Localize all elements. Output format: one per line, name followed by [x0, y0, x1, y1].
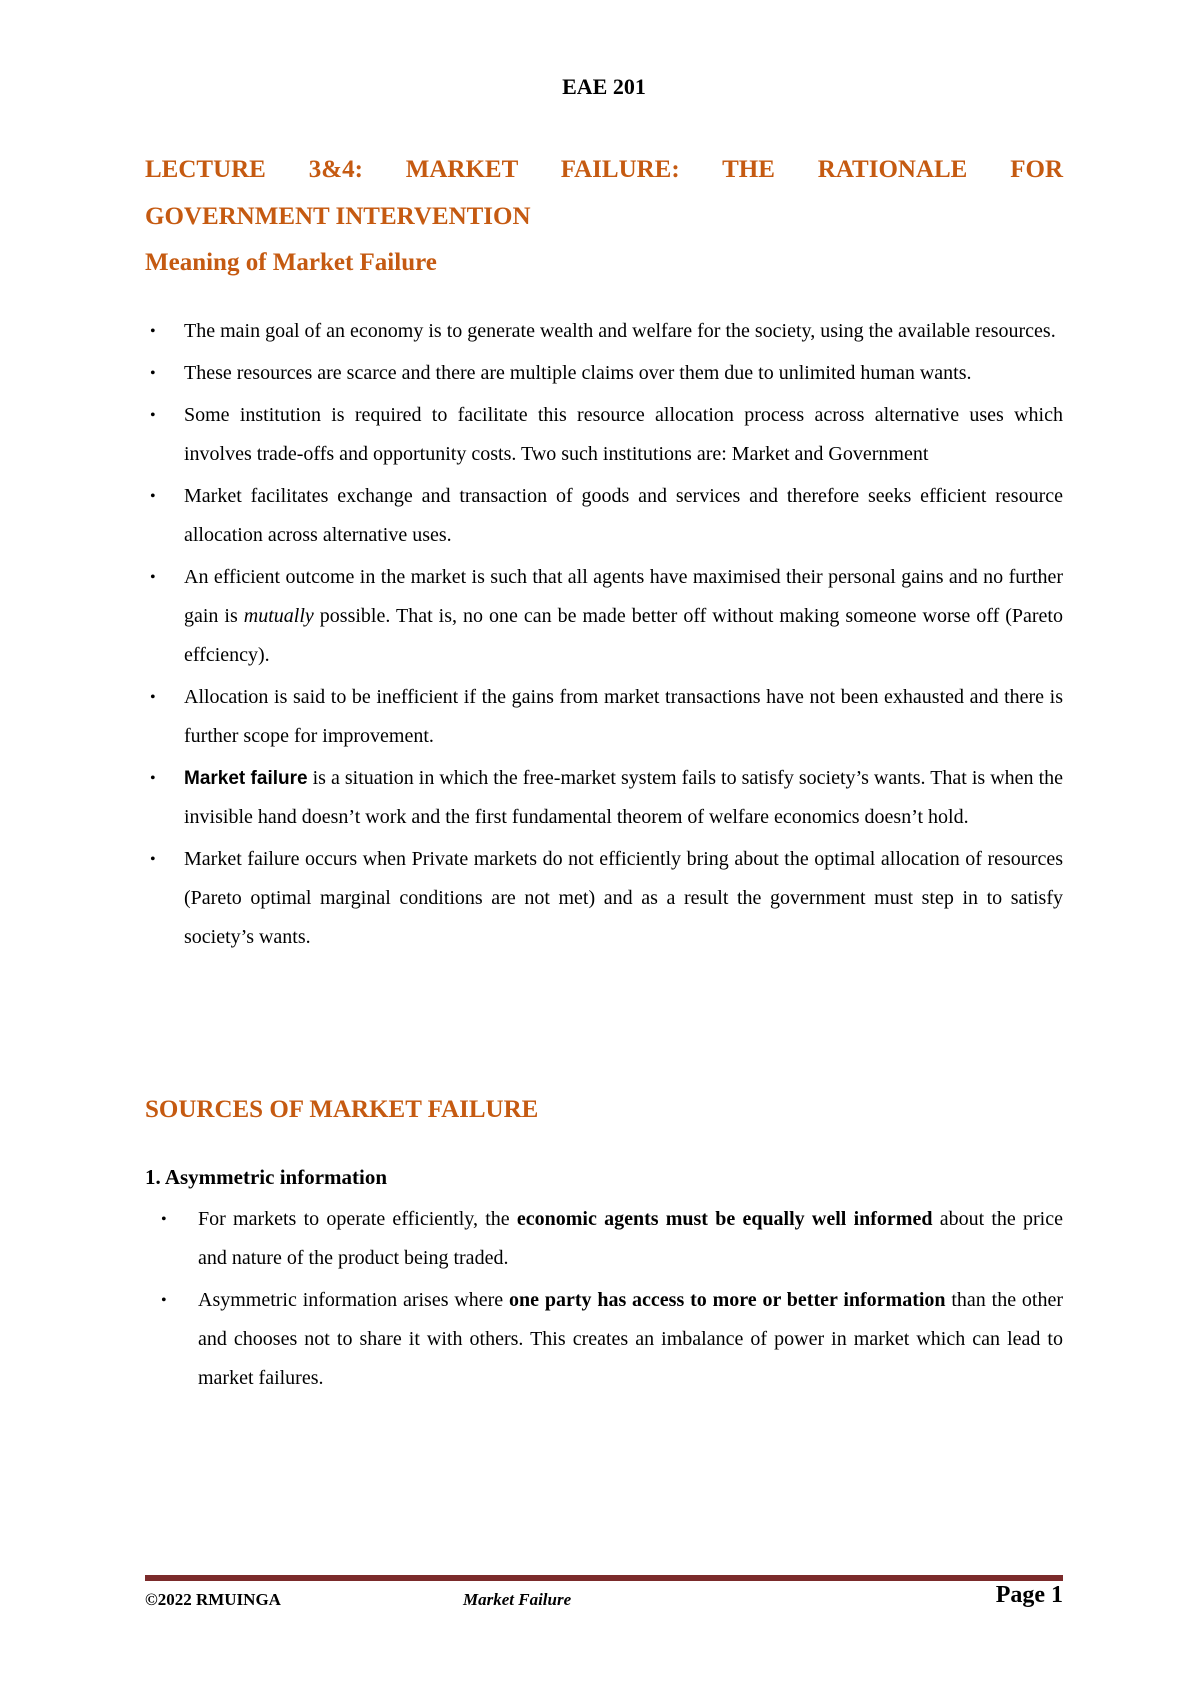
- bullet-icon: •: [150, 323, 156, 340]
- list-item: [145, 396, 1063, 474]
- bullet-icon: •: [150, 488, 156, 505]
- meaning-heading: Meaning of Market Failure: [145, 249, 437, 276]
- bullet-icon: •: [150, 407, 156, 424]
- bullet-icon: •: [150, 770, 156, 787]
- page-number: Page 1: [995, 1582, 1063, 1608]
- list-item: [145, 312, 1063, 351]
- footer-document-title: Market Failure: [463, 1590, 572, 1609]
- footer-copyright: ©2022 RMUINGA: [145, 1590, 281, 1609]
- footer-rule: [145, 1575, 1063, 1581]
- bullet-text: The main goal of an economy is to generate wealth and welfare for the society, using the available resources.: [184, 320, 1056, 342]
- asymmetric-info-bullet-list: [145, 1200, 1063, 1401]
- bullet-text: Allocation is said to be inefficient if the gains from market transactions have not been exhausted and there is further scope for improvement.: [184, 686, 1063, 747]
- bullet-icon: •: [161, 1211, 167, 1228]
- bullet-icon: •: [150, 689, 156, 706]
- sources-heading: SOURCES OF MARKET FAILURE: [145, 1096, 539, 1123]
- bullet-text: These resources are scarce and there are multiple claims over them due to unlimited human wants.: [184, 362, 972, 384]
- bullet-icon: •: [150, 365, 156, 382]
- list-item: [145, 558, 1063, 675]
- bullet-text-after: than the other and chooses not to share it with others. This creates an imbalance of power in market which can lead to market failures.: [198, 1289, 1063, 1389]
- list-item: [145, 678, 1063, 756]
- meaning-bullet-list: [145, 312, 1063, 960]
- bullet-text-bold: economic agents must be equally well informed: [516, 1208, 933, 1230]
- bullet-text-after: about the price and nature of the product being traded.: [198, 1208, 1063, 1269]
- bullet-text-before: For markets to operate efficiently, the: [198, 1208, 517, 1230]
- bullet-text-bold: Market failure: [184, 768, 308, 789]
- list-item: [145, 1200, 1063, 1278]
- bullet-text-italic: mutually: [243, 605, 314, 627]
- bullet-icon: •: [150, 851, 156, 868]
- list-item: [145, 759, 1063, 837]
- list-item: [145, 354, 1063, 393]
- list-item: [145, 477, 1063, 555]
- list-item: [145, 1281, 1063, 1398]
- lecture-title-line-1: LECTURE 3&4: MARKET FAILURE: THE RATIONALE FOR: [145, 156, 1063, 183]
- bullet-text-before: Asymmetric information arises where: [198, 1289, 509, 1311]
- bullet-text: Market failure occurs when Private markets do not efficiently bring about the optimal allocation of resources (Pareto optimal marginal conditions are not met) and as a result the government must step in to satisfy society’s wants.: [184, 848, 1063, 948]
- bullet-text-after: possible. That is, no one can be made better off without making someone worse off (Pareto effciency).: [184, 605, 1063, 666]
- asymmetric-info-subheading: 1. Asymmetric information: [145, 1165, 388, 1189]
- lecture-title-line-2: GOVERNMENT INTERVENTION: [145, 203, 531, 230]
- bullet-icon: •: [161, 1292, 167, 1309]
- bullet-text-before: An efficient outcome in the market is such that all agents have maximised their personal gains and no further gain is: [184, 566, 1063, 627]
- bullet-text: Market facilitates exchange and transaction of goods and services and therefore seeks efficient resource allocation across alternative uses.: [184, 485, 1063, 546]
- bullet-text: Some institution is required to facilitate this resource allocation process across alternative uses which involves trade-offs and opportunity costs. Two such institutions are: Market and Government: [184, 404, 1063, 465]
- bullet-text-bold: one party has access to more or better information: [509, 1289, 946, 1311]
- list-item: [145, 840, 1063, 957]
- bullet-text-after: is a situation in which the free-market system fails to satisfy society’s wants. That is when the invisible hand doesn’t work and the first fundamental theorem of welfare economics doesn’t hold.: [184, 767, 1064, 828]
- bullet-icon: •: [150, 569, 156, 586]
- lecture-title: [145, 146, 1063, 240]
- document-page: [145, 0, 1063, 1696]
- course-code: EAE 201: [562, 74, 646, 99]
